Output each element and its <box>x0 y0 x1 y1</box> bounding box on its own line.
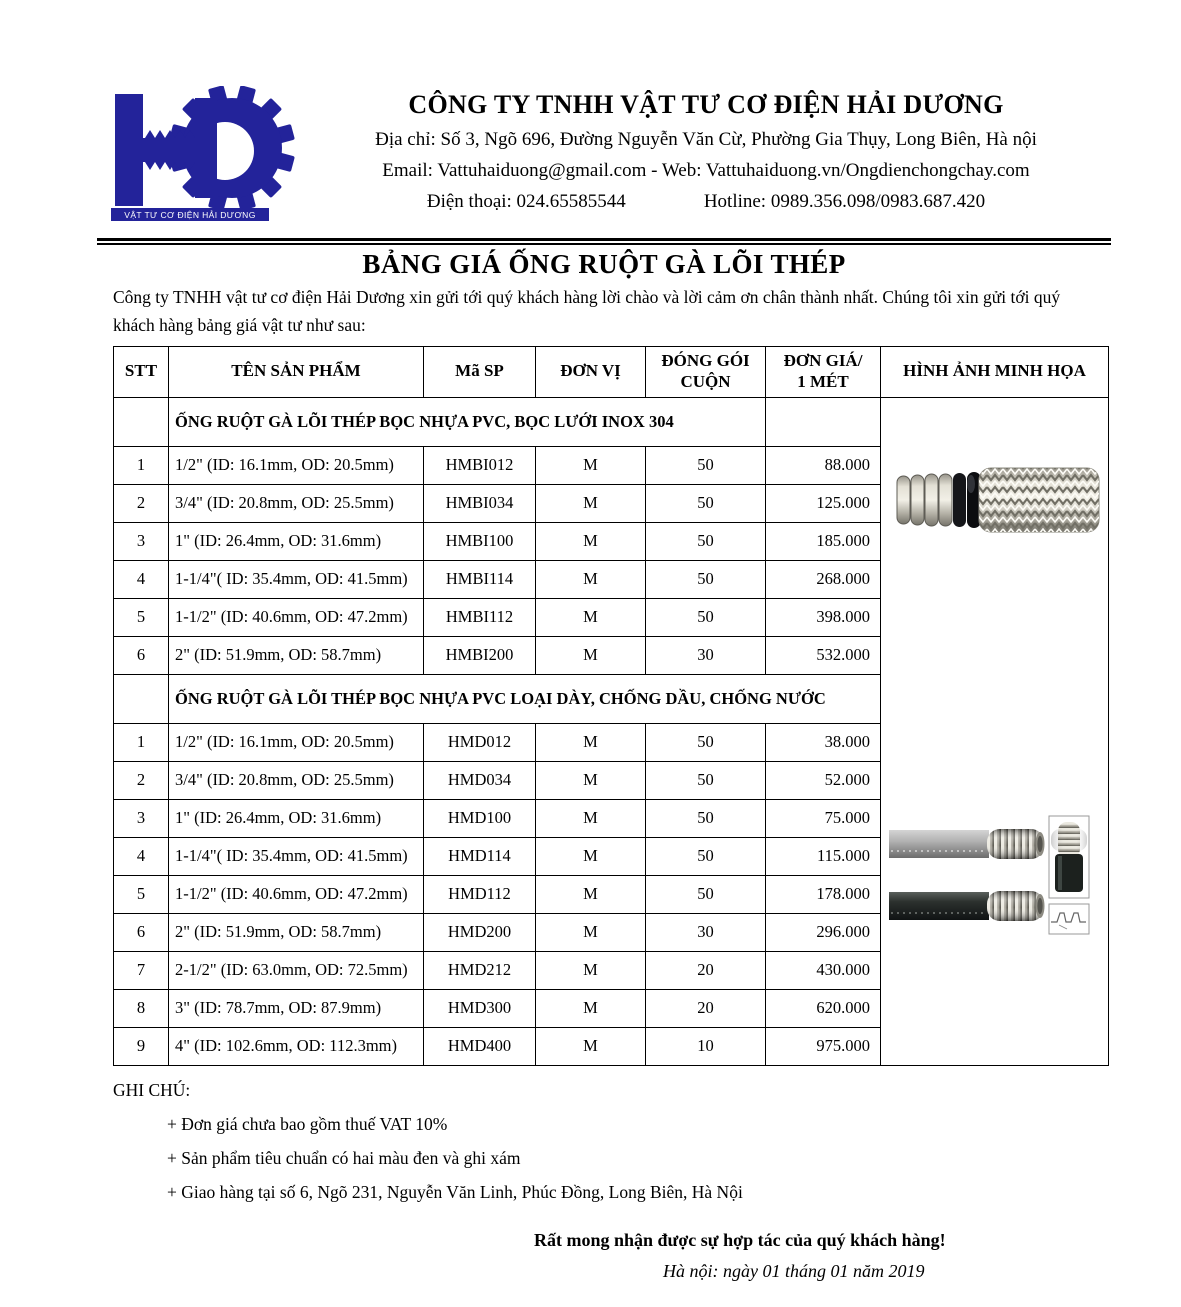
row-stt: 6 <box>114 913 169 951</box>
company-phone-row <box>301 191 1111 213</box>
row-unit: M <box>536 598 646 636</box>
table-header-row <box>114 346 1109 397</box>
row-product-name: 4" (ID: 102.6mm, OD: 112.3mm) <box>169 1027 424 1065</box>
row-unit: M <box>536 761 646 799</box>
row-pack: 50 <box>646 560 766 598</box>
row-price: 125.000 <box>766 484 881 522</box>
row-product-name: 1-1/2" (ID: 40.6mm, OD: 47.2mm) <box>169 875 424 913</box>
row-product-name: 1-1/4"( ID: 35.4mm, OD: 41.5mm) <box>169 837 424 875</box>
row-stt: 3 <box>114 799 169 837</box>
row-unit: M <box>536 875 646 913</box>
row-product-name: 1" (ID: 26.4mm, OD: 31.6mm) <box>169 522 424 560</box>
conduit-diagram-inset <box>1049 904 1089 934</box>
row-price: 115.000 <box>766 837 881 875</box>
row-stt: 1 <box>114 723 169 761</box>
row-price: 532.000 <box>766 636 881 674</box>
empty-cell <box>114 674 169 723</box>
row-code: HMD212 <box>424 951 536 989</box>
row-pack: 30 <box>646 913 766 951</box>
row-unit: M <box>536 446 646 484</box>
row-pack: 20 <box>646 989 766 1027</box>
row-unit: M <box>536 989 646 1027</box>
row-stt: 5 <box>114 875 169 913</box>
row-pack: 10 <box>646 1027 766 1065</box>
conduit-cross-section-inset <box>1049 816 1089 898</box>
row-product-name: 1/2" (ID: 16.1mm, OD: 20.5mm) <box>169 723 424 761</box>
row-product-name: 3" (ID: 78.7mm, OD: 87.9mm) <box>169 989 424 1027</box>
col-header-pack: ĐÓNG GÓI CUỘN <box>646 346 766 397</box>
row-product-name: 2" (ID: 51.9mm, OD: 58.7mm) <box>169 913 424 951</box>
company-phone: Điện thoại: 024.65585544 <box>426 191 626 212</box>
col-header-unit: ĐƠN VỊ <box>536 346 646 397</box>
row-code: HMD012 <box>424 723 536 761</box>
row-unit: M <box>536 484 646 522</box>
col-header-stt: STT <box>114 346 169 397</box>
row-price: 430.000 <box>766 951 881 989</box>
row-code: HMD400 <box>424 1027 536 1065</box>
row-code: HMD100 <box>424 799 536 837</box>
row-code: HMD114 <box>424 837 536 875</box>
note-item: + Giao hàng tại số 6, Ngõ 231, Nguyễn Văn Linh, Phúc Đồng, Long Biên, Hà Nội <box>167 1181 743 1202</box>
row-pack: 20 <box>646 951 766 989</box>
row-unit: M <box>536 799 646 837</box>
row-unit: M <box>536 837 646 875</box>
row-product-name: 3/4" (ID: 20.8mm, OD: 25.5mm) <box>169 484 424 522</box>
row-unit: M <box>536 522 646 560</box>
row-code: HMD300 <box>424 989 536 1027</box>
row-stt: 2 <box>114 761 169 799</box>
row-price: 88.000 <box>766 446 881 484</box>
row-code: HMD112 <box>424 875 536 913</box>
row-code: HMBI114 <box>424 560 536 598</box>
document-title: BẢNG GIÁ ỐNG RUỘT GÀ LÕI THÉP <box>362 248 846 279</box>
row-code: HMD034 <box>424 761 536 799</box>
row-pack: 50 <box>646 484 766 522</box>
row-code: HMBI100 <box>424 522 536 560</box>
company-header <box>97 86 1111 226</box>
company-address: Địa chỉ: Số 3, Ngõ 696, Đường Nguyễn Văn Cừ, Phường Gia Thụy, Long Biên, Hà nội <box>375 129 1037 150</box>
row-stt: 9 <box>114 1027 169 1065</box>
row-unit: M <box>536 913 646 951</box>
document-content <box>97 0 1111 1282</box>
row-pack: 50 <box>646 522 766 560</box>
row-unit: M <box>536 723 646 761</box>
row-price: 178.000 <box>766 875 881 913</box>
row-stt: 4 <box>114 560 169 598</box>
row-stt: 4 <box>114 837 169 875</box>
braided-conduit-photo <box>891 448 1101 550</box>
row-stt: 2 <box>114 484 169 522</box>
intro-paragraph: Công ty TNHH vật tư cơ điện Hải Dương xin gửi tới quý khách hàng lời chào và lời cảm ơn chân thành nhất. Chúng tôi xin gửi tới quý khách hàng bảng giá vật tư như sau: <box>113 286 1061 335</box>
row-pack: 50 <box>646 761 766 799</box>
notes-label: GHI CHÚ: <box>113 1079 191 1100</box>
closing-line: Rất mong nhận được sự hợp tác của quý khách hàng! <box>534 1229 946 1250</box>
note-item: + Đơn giá chưa bao gồm thuế VAT 10% <box>167 1113 448 1134</box>
row-pack: 50 <box>646 799 766 837</box>
row-unit: M <box>536 951 646 989</box>
row-pack: 50 <box>646 446 766 484</box>
row-pack: 50 <box>646 837 766 875</box>
company-email-web: Email: Vattuhaiduong@gmail.com - Web: Vattuhaiduong.vn/Ongdienchongchay.com <box>382 160 1030 181</box>
section-1-title: ỐNG RUỘT GÀ LÕI THÉP BỌC NHỰA PVC, BỌC LƯỚI INOX 304 <box>169 397 766 446</box>
col-header-product-name: TÊN SẢN PHẨM <box>169 346 424 397</box>
company-info <box>301 86 1111 226</box>
row-product-name: 2-1/2" (ID: 63.0mm, OD: 72.5mm) <box>169 951 424 989</box>
row-product-name: 1-1/2" (ID: 40.6mm, OD: 47.2mm) <box>169 598 424 636</box>
row-price: 52.000 <box>766 761 881 799</box>
row-code: HMD200 <box>424 913 536 951</box>
row-product-name: 2" (ID: 51.9mm, OD: 58.7mm) <box>169 636 424 674</box>
note-item: + Sản phẩm tiêu chuẩn có hai màu đen và ghi xám <box>167 1147 521 1168</box>
empty-cell <box>766 397 881 446</box>
section-2-title: ỐNG RUỘT GÀ LÕI THÉP BỌC NHỰA PVC LOẠI DÀY, CHỐNG DẦU, CHỐNG NƯỚC <box>169 674 881 723</box>
company-logo <box>111 86 301 226</box>
date-line: Hà nội: ngày 01 tháng 01 năm 2019 <box>663 1260 925 1281</box>
row-unit: M <box>536 636 646 674</box>
row-price: 38.000 <box>766 723 881 761</box>
row-product-name: 1" (ID: 26.4mm, OD: 31.6mm) <box>169 799 424 837</box>
hd-gear-logo-icon <box>111 86 301 221</box>
row-pack: 30 <box>646 636 766 674</box>
header-divider <box>97 238 1111 245</box>
row-stt: 1 <box>114 446 169 484</box>
company-name: CÔNG TY TNHH VẬT TƯ CƠ ĐIỆN HẢI DƯƠNG <box>408 90 1004 119</box>
pvc-conduit-photo <box>889 810 1094 942</box>
row-stt: 3 <box>114 522 169 560</box>
col-header-price: ĐƠN GIÁ/ 1 MÉT <box>766 346 881 397</box>
row-unit: M <box>536 560 646 598</box>
row-code: HMBI112 <box>424 598 536 636</box>
col-header-code: Mã SP <box>424 346 536 397</box>
price-table <box>113 346 1109 1066</box>
col-header-image: HÌNH ẢNH MINH HỌA <box>881 346 1109 397</box>
row-stt: 7 <box>114 951 169 989</box>
row-unit: M <box>536 1027 646 1065</box>
row-stt: 6 <box>114 636 169 674</box>
row-pack: 50 <box>646 598 766 636</box>
row-price: 185.000 <box>766 522 881 560</box>
row-code: HMBI012 <box>424 446 536 484</box>
row-stt: 5 <box>114 598 169 636</box>
row-pack: 50 <box>646 875 766 913</box>
row-price: 620.000 <box>766 989 881 1027</box>
row-pack: 50 <box>646 723 766 761</box>
row-product-name: 1-1/4"( ID: 35.4mm, OD: 41.5mm) <box>169 560 424 598</box>
empty-cell <box>114 397 169 446</box>
row-price: 398.000 <box>766 598 881 636</box>
row-stt: 8 <box>114 989 169 1027</box>
row-price: 75.000 <box>766 799 881 837</box>
row-product-name: 3/4" (ID: 20.8mm, OD: 25.5mm) <box>169 761 424 799</box>
company-hotline: Hotline: 0989.356.098/0983.687.420 <box>703 191 986 212</box>
row-price: 268.000 <box>766 560 881 598</box>
row-price: 975.000 <box>766 1027 881 1065</box>
section-1-header-row <box>114 397 1109 446</box>
row-product-name: 1/2" (ID: 16.1mm, OD: 20.5mm) <box>169 446 424 484</box>
logo-caption: VẬT TƯ CƠ ĐIỆN HẢI DƯƠNG <box>124 210 256 220</box>
row-code: HMBI200 <box>424 636 536 674</box>
row-price: 296.000 <box>766 913 881 951</box>
row-code: HMBI034 <box>424 484 536 522</box>
illustration-cell <box>881 397 1109 1065</box>
